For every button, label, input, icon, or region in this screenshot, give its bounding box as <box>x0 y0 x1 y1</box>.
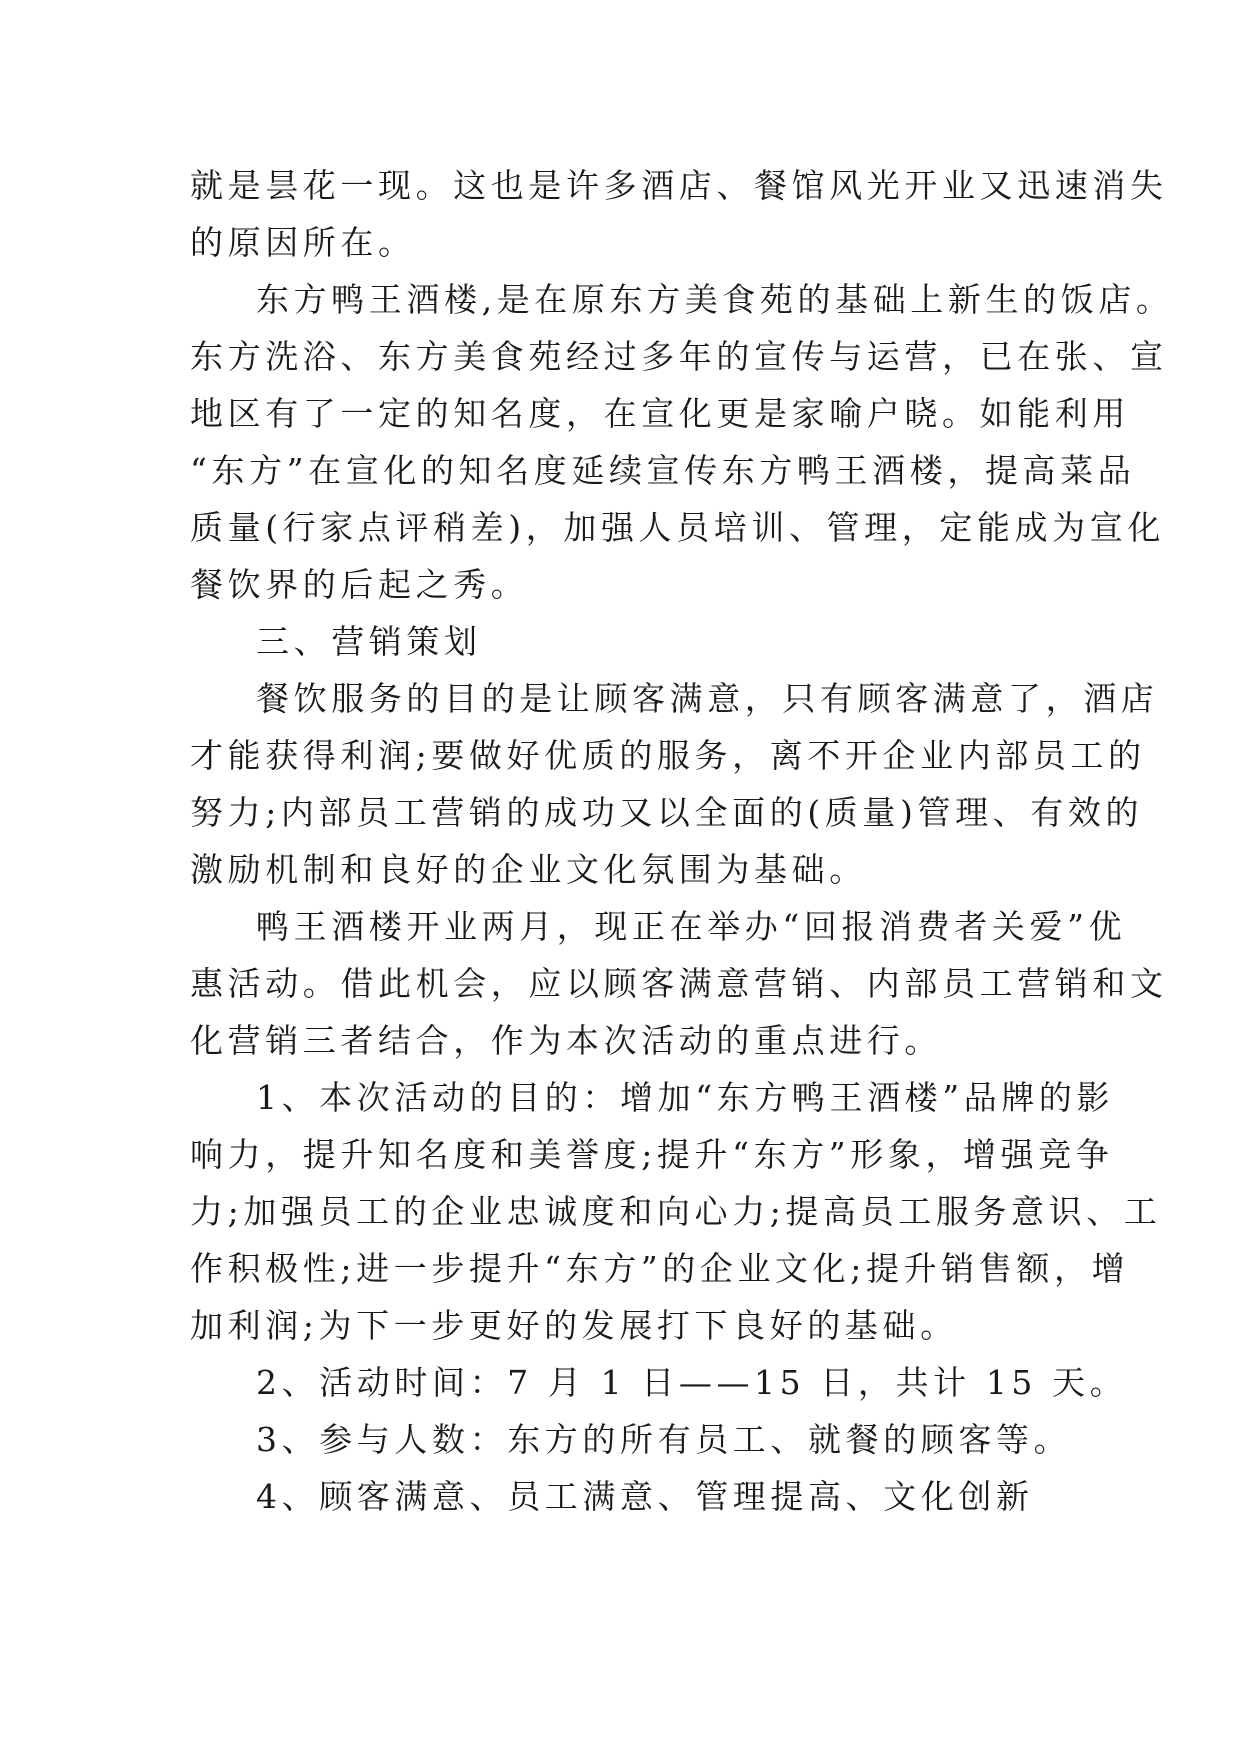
text-line: 惠活动。借此机会，应以顾客满意营销、内部员工营销和文 <box>190 964 1168 1003</box>
text-line: 才能获得利润;要做好优质的服务，离不开企业内部员工的 <box>190 736 1146 775</box>
text-line: 质量(行家点评稍差)，加强人员培训、管理，定能成为宣化 <box>190 508 1165 547</box>
text-line: 东方洗浴、东方美食苑经过多年的宣传与运营，已在张、宣 <box>190 337 1168 376</box>
text-line: 努力;内部员工营销的成功又以全面的(质量)管理、有效的 <box>190 793 1144 832</box>
text-line: 化营销三者结合，作为本次活动的重点进行。 <box>190 1021 942 1060</box>
paragraph-start-line: 东方鸭王酒楼,是在原东方美食苑的基础上新生的饭店。 <box>256 280 1174 319</box>
list-item-2: 2、活动时间：7 月 1 日——15 日，共计 15 天。 <box>256 1363 1128 1402</box>
text-line: 加利润;为下一步更好的发展打下良好的基础。 <box>190 1306 958 1345</box>
section-heading: 三、营销策划 <box>256 622 482 661</box>
text-line: 餐饮界的后起之秀。 <box>190 565 529 604</box>
text-line: 激励机制和良好的企业文化氛围为基础。 <box>190 850 867 889</box>
list-item-3: 3、参与人数：东方的所有员工、就餐的顾客等。 <box>256 1420 1072 1459</box>
text-line: 的原因所在。 <box>190 223 416 262</box>
text-line: 就是昙花一现。这也是许多酒店、餐馆风光开业又迅速消失 <box>190 166 1168 205</box>
text-line: 力;加强员工的企业忠诚度和向心力;提高员工服务意识、工 <box>190 1192 1162 1231</box>
list-item-1: 1、本次活动的目的：增加“东方鸭王酒楼”品牌的影 <box>256 1078 1115 1117</box>
paragraph-start-line: 鸭王酒楼开业两月，现正在举办“回报消费者关爱”优 <box>256 907 1127 946</box>
paragraph-start-line: 餐饮服务的目的是让顾客满意，只有顾客满意了，酒店 <box>256 679 1159 718</box>
text-line: 地区有了一定的知名度，在宣化更是家喻户晓。如能利用 <box>190 394 1130 433</box>
text-line: “东方”在宣化的知名度延续宣传东方鸭王酒楼，提高菜品 <box>190 451 1136 490</box>
text-line: 作积极性;进一步提升“东方”的企业文化;提升销售额，增 <box>190 1249 1130 1288</box>
text-line: 响力，提升知名度和美誉度;提升“东方”形象，增强竞争 <box>190 1135 1114 1174</box>
list-item-4: 4、顾客满意、员工满意、管理提高、文化创新 <box>256 1477 1034 1516</box>
